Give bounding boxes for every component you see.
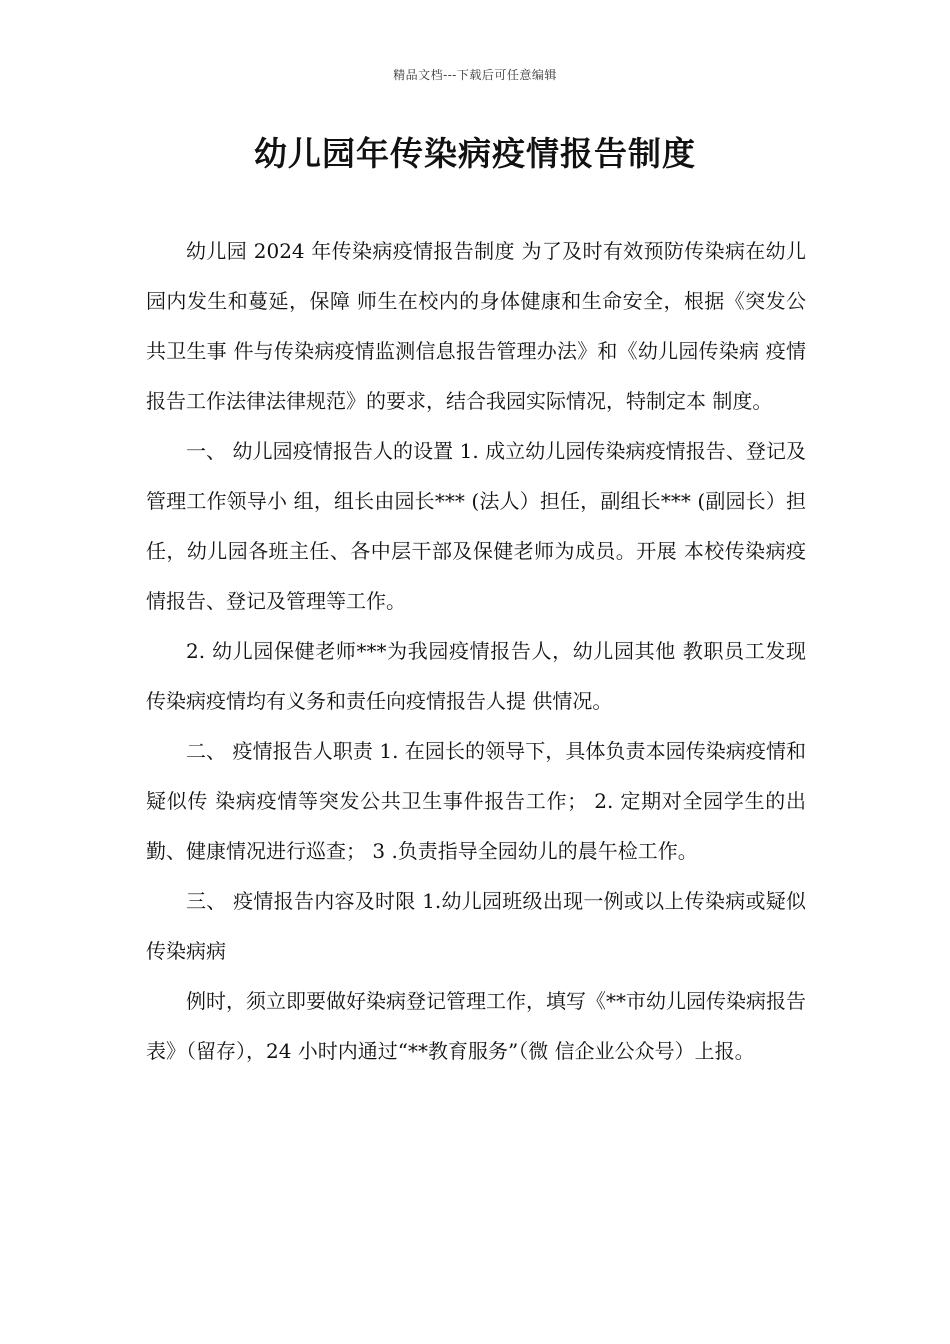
paragraph-section-2: 二、 疫情报告人职责 1. 在园长的领导下，具体负责本园传染病疫情和疑似传 染病疫情等突发公共卫生事件报告工作； 2. 定期对全园学生的出勤、健康情况进行巡查； 3 .负责指导全园幼儿的晨午检工作。 <box>146 739 806 863</box>
watermark-text: 精品文档---下载后可任意编辑 <box>393 68 557 82</box>
document-title: 幼儿园年传染病疫情报告制度 <box>254 134 696 173</box>
paragraph-section-3: 三、 疫情报告内容及时限 1.幼儿园班级出现一例或以上传染病或疑似传染病病 <box>146 889 806 963</box>
document-body <box>146 226 806 1076</box>
paragraph-intro: 幼儿园 2024 年传染病疫情报告制度 为了及时有效预防传染病在幼儿园内发生和蔓延，保障 师生在校内的身体健康和生命安全，根据《突发公共卫生事 件与传染病疫情监测信息报告管理办法》和《幼儿园传染病 疫情报告工作法律法律规范》的要求，结合我园实际情况，特制定本 制度。 <box>146 239 806 413</box>
paragraph-section-1-item-2: 2. 幼儿园保健老师***为我园疫情报告人，幼儿园其他 教职员工发现传染病疫情均有义务和责任向疫情报告人提 供情况。 <box>146 639 806 713</box>
paragraph-section-1: 一、 幼儿园疫情报告人的设置 1. 成立幼儿园传染病疫情报告、登记及管理工作领导小 组，组长由园长*** (法人）担任，副组长*** (副园长）担 任，幼儿园各班主任、各中层干部及保健老师为成员。开展 本校传染病疫情报告、登记及管理等工作。 <box>146 439 806 613</box>
paragraph-section-3-continued: 例时，须立即要做好染病登记管理工作，填写《**市幼儿园传染病报告表》（留存），24 小时内通过“**教育服务”（微 信企业公众号）上报。 <box>146 989 806 1063</box>
